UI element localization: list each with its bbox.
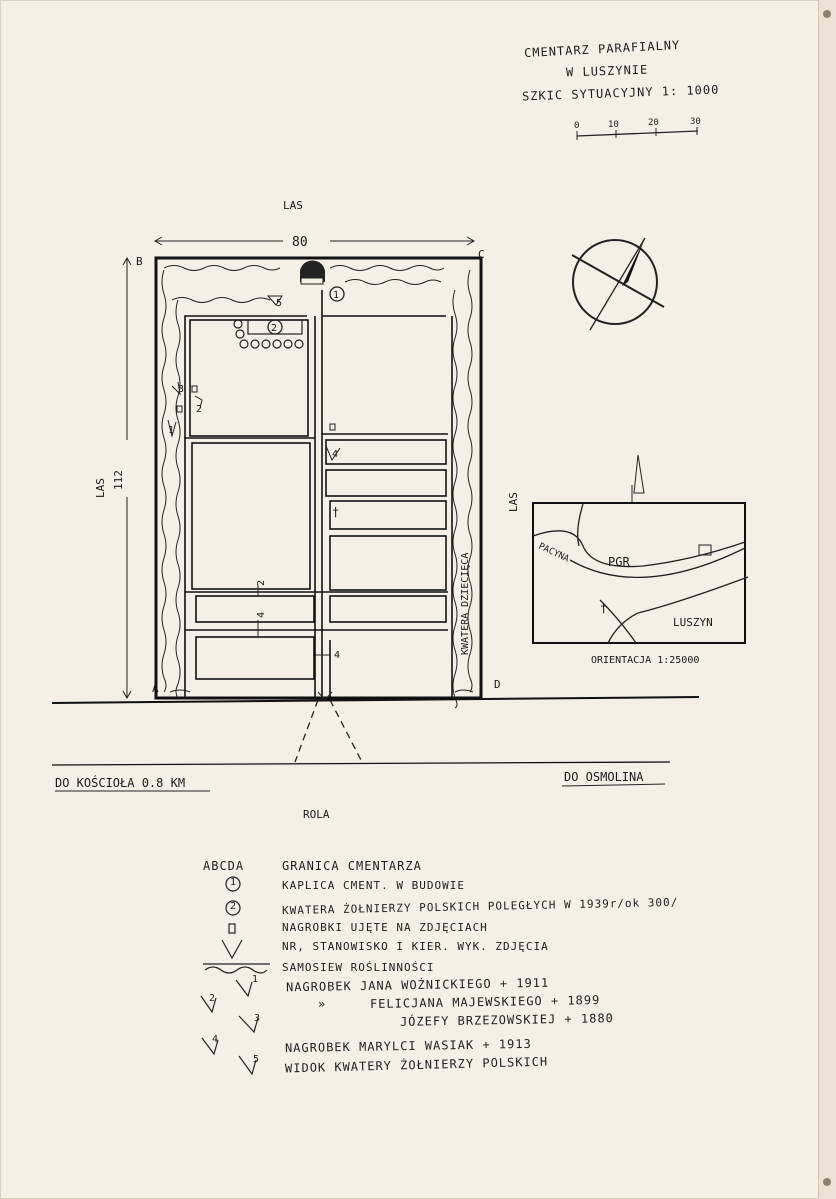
label-las-north: LAS — [283, 199, 303, 212]
plot-west-south — [196, 637, 314, 679]
scale-bar — [574, 117, 701, 140]
path-dimension-gate: 4 — [334, 650, 341, 661]
label-kwatera-dziecieca: KWATERA DZIECIĘCA — [460, 552, 471, 655]
title-line-3: SZKIC SYTUACYJNY 1: 1000 — [521, 82, 720, 104]
legend-text-photo-positions: NR, STANOWISKO I KIER. WYK. ZDJĘCIA — [282, 940, 549, 953]
marker-1 — [330, 287, 344, 301]
plot-west-strip — [196, 596, 314, 622]
legend-text-view-1: NAGROBEK JANA WOŹNICKIEGO + 1911 — [285, 975, 550, 995]
corner-d: D — [494, 678, 501, 691]
corner-b: B — [136, 255, 143, 268]
soldiers-quarter — [234, 320, 303, 348]
legend-key-view-3: 3 — [254, 1013, 262, 1024]
orientation-map — [533, 455, 748, 643]
scale-tick-20: 20 — [648, 118, 659, 128]
plot-west-large — [192, 443, 310, 589]
legend-text-chapel: KAPLICA CMENT. W BUDOWIE — [282, 879, 465, 892]
scale-tick-30: 30 — [690, 117, 701, 127]
view-1-label: 1 — [168, 425, 175, 436]
plot-east-2 — [326, 470, 446, 496]
orientation-caption: ORIENTACJA 1:25000 — [591, 655, 700, 666]
svg-text:1: 1 — [333, 290, 340, 301]
view-4-label: 4 — [332, 449, 339, 460]
legend-text-tombstones: NAGROBKI UJĘTE NA ZDJĘCIACH — [282, 921, 488, 934]
legend-key-view-4: 4 — [212, 1034, 220, 1045]
view-3-label: 3 — [178, 384, 185, 395]
label-las-west: LAS — [94, 478, 107, 498]
scale-tick-0: 0 — [574, 121, 580, 131]
height-dimension — [112, 258, 131, 698]
cemetery-boundary — [156, 258, 481, 698]
width-dimension — [155, 235, 474, 250]
orientation-label-luszyn: LUSZYN — [673, 616, 713, 629]
legend-text-vegetation: SAMOSIEW ROŚLINNOŚCI — [282, 961, 435, 974]
legend-text-view-4: NAGROBEK MARYLCI WASIAK + 1913 — [284, 1036, 532, 1056]
plot-north-west — [190, 320, 308, 436]
legend-key-soldiers: 2 — [230, 901, 238, 912]
label-las-east: LAS — [507, 492, 520, 512]
legend-text-boundary: GRANICA CMENTARZA — [282, 859, 422, 873]
cross-icon: † — [332, 505, 340, 519]
chapel-icon — [300, 261, 325, 284]
corner-a: A — [152, 682, 159, 695]
legend-text-view-2: FELICJANA MAJEWSKIEGO + 1899 — [369, 992, 601, 1012]
road-to-osmolin: DO OSMOLINA — [564, 770, 644, 784]
compass-icon — [572, 238, 664, 330]
orientation-label-pacyna: PACYNA — [536, 541, 571, 565]
view-5-label: 5 — [276, 298, 283, 309]
svg-text:†: † — [600, 601, 608, 615]
legend-key-boundary: ABCDA — [203, 859, 245, 873]
plot-east-4 — [330, 536, 446, 590]
scale-tick-10: 10 — [608, 120, 619, 130]
path-dimension-4: 4 — [256, 611, 267, 618]
inner-paths — [185, 290, 452, 697]
plot-east-3 — [330, 501, 446, 529]
view-2-label: 2 — [196, 404, 203, 415]
width-dimension-label: 80 — [292, 235, 308, 250]
road-to-church: DO KOŚCIOŁA 0.8 KM — [55, 776, 186, 790]
height-dimension-label: 112 — [112, 470, 125, 490]
label-rola: ROLA — [303, 808, 330, 821]
legend-text-soldiers: KWATERA ŻOŁNIERZY POLSKICH POLEGŁYCH W 1939r/ok 300/ — [281, 895, 679, 918]
legend-key-chapel: 1 — [230, 877, 238, 888]
path-dimension-2: 2 — [256, 579, 267, 586]
orientation-label-pgr: PGR — [608, 555, 630, 569]
svg-text:2: 2 — [271, 323, 278, 334]
legend-ditto-mark: » — [318, 997, 327, 1011]
plot-east-5 — [330, 596, 446, 622]
legend-key-view-2: 2 — [209, 993, 217, 1004]
plot-east-1 — [326, 440, 446, 464]
corner-c: C — [478, 248, 485, 261]
legend-key-view-5: 5 — [253, 1054, 261, 1065]
legend-text-view-3: JÓZEFY BRZEZOWSKIEJ + 1880 — [399, 1011, 614, 1029]
title-line-1: CMENTARZ PARAFIALNY — [523, 37, 681, 61]
title-line-2: W LUSZYNIE — [565, 62, 649, 80]
legend-text-view-5: WIDOK KWATERY ŻOŁNIERZY POLSKICH — [284, 1054, 549, 1076]
vegetation-belt — [162, 266, 473, 709]
legend-key-view-1: 1 — [252, 974, 260, 985]
